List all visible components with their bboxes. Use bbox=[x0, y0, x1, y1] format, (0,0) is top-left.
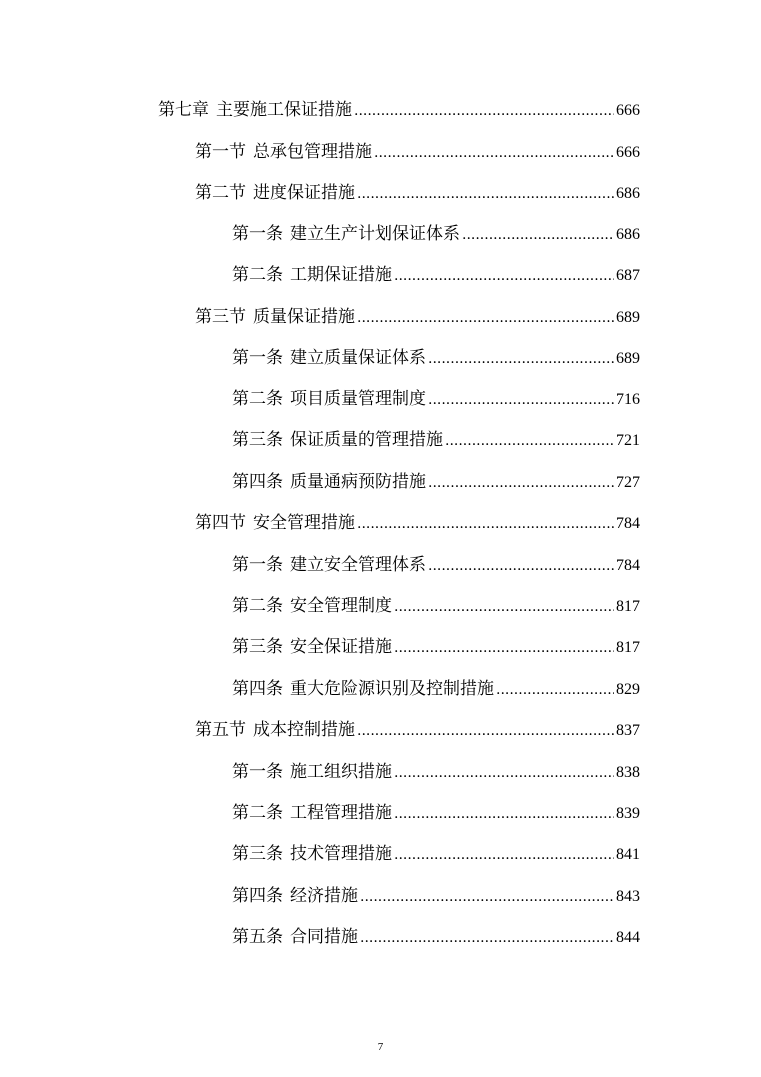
entry-title: 保证质量的管理措施 bbox=[290, 430, 443, 450]
entry-page-number: 689 bbox=[616, 309, 640, 326]
entry-title: 技术管理措施 bbox=[290, 844, 392, 864]
entry-number: 第五节 bbox=[195, 720, 246, 740]
dot-leader bbox=[357, 719, 614, 743]
dot-leader bbox=[357, 306, 614, 330]
entry-title: 经济措施 bbox=[290, 886, 358, 906]
dot-leader bbox=[394, 636, 614, 660]
entry-number: 第二节 bbox=[195, 183, 246, 203]
entry-title: 工程管理措施 bbox=[290, 803, 392, 823]
entry-title: 安全管理措施 bbox=[253, 513, 355, 533]
entry-number: 第四条 bbox=[232, 472, 283, 492]
entry-page-number: 784 bbox=[616, 515, 640, 532]
dot-leader bbox=[394, 595, 614, 619]
entry-page-number: 687 bbox=[616, 267, 640, 284]
toc-entry-article[interactable] bbox=[232, 635, 640, 659]
entry-page-number: 837 bbox=[616, 722, 640, 739]
entry-number: 第三条 bbox=[232, 637, 283, 657]
entry-page-number: 839 bbox=[616, 805, 640, 822]
entry-page-number: 841 bbox=[616, 846, 640, 863]
dot-leader bbox=[428, 471, 614, 495]
entry-number: 第四节 bbox=[195, 513, 246, 533]
entry-number: 第二条 bbox=[232, 389, 283, 409]
toc-entry-article[interactable] bbox=[232, 428, 640, 452]
entry-title: 总承包管理措施 bbox=[253, 142, 372, 162]
page-number: 7 bbox=[377, 1041, 384, 1053]
entry-title: 施工组织措施 bbox=[290, 762, 392, 782]
entry-page-number: 689 bbox=[616, 350, 640, 367]
entry-page-number: 829 bbox=[616, 681, 640, 698]
entry-title: 重大危险源识别及控制措施 bbox=[290, 679, 494, 699]
entry-page-number: 686 bbox=[616, 185, 640, 202]
entry-page-number: 817 bbox=[616, 598, 640, 615]
entry-page-number: 817 bbox=[616, 639, 640, 656]
dot-leader bbox=[445, 429, 614, 453]
entry-number: 第二条 bbox=[232, 265, 283, 285]
entry-number: 第一条 bbox=[232, 348, 283, 368]
toc-entry-section-4[interactable] bbox=[195, 511, 640, 535]
toc-entry-article[interactable] bbox=[232, 925, 640, 949]
dot-leader bbox=[394, 802, 614, 826]
entry-number: 第三条 bbox=[232, 430, 283, 450]
entry-page-number: 843 bbox=[616, 888, 640, 905]
entry-title: 合同措施 bbox=[290, 927, 358, 947]
entry-title: 安全保证措施 bbox=[290, 637, 392, 657]
entry-number: 第四条 bbox=[232, 679, 283, 699]
entry-number: 第一节 bbox=[195, 142, 246, 162]
entry-title: 安全管理制度 bbox=[290, 596, 392, 616]
entry-number: 第四条 bbox=[232, 886, 283, 906]
entry-number: 第一条 bbox=[232, 224, 283, 244]
entry-title: 质量保证措施 bbox=[253, 307, 355, 327]
entry-title: 进度保证措施 bbox=[253, 183, 355, 203]
entry-title: 建立生产计划保证体系 bbox=[290, 224, 460, 244]
toc-entry-article[interactable] bbox=[232, 263, 640, 287]
toc-entry-section-2[interactable] bbox=[195, 181, 640, 205]
entry-number: 第三节 bbox=[195, 307, 246, 327]
toc-entry-article[interactable] bbox=[232, 470, 640, 494]
dot-leader bbox=[394, 761, 614, 785]
entry-number: 第二条 bbox=[232, 803, 283, 823]
dot-leader bbox=[496, 678, 614, 702]
toc-entry-section-1[interactable] bbox=[195, 140, 640, 164]
entry-number: 第一条 bbox=[232, 555, 283, 575]
entry-number: 第五条 bbox=[232, 927, 283, 947]
dot-leader bbox=[394, 264, 614, 288]
dot-leader bbox=[354, 99, 614, 123]
toc-entry-section-5[interactable] bbox=[195, 718, 640, 742]
toc-entry-article[interactable] bbox=[232, 222, 640, 246]
entry-page-number: 784 bbox=[616, 557, 640, 574]
entry-title: 工期保证措施 bbox=[290, 265, 392, 285]
dot-leader bbox=[357, 512, 614, 536]
entry-number: 第一条 bbox=[232, 762, 283, 782]
entry-number: 第三条 bbox=[232, 844, 283, 864]
dot-leader bbox=[394, 843, 614, 867]
toc-entry-section-3[interactable] bbox=[195, 305, 640, 329]
entry-page-number: 666 bbox=[616, 144, 640, 161]
entry-page-number: 686 bbox=[616, 226, 640, 243]
entry-title: 项目质量管理制度 bbox=[290, 389, 426, 409]
dot-leader bbox=[462, 223, 614, 247]
entry-title: 质量通病预防措施 bbox=[290, 472, 426, 492]
toc-entry-article[interactable] bbox=[232, 553, 640, 577]
entry-page-number: 727 bbox=[616, 474, 640, 491]
toc-entry-article[interactable] bbox=[232, 801, 640, 825]
entry-page-number: 716 bbox=[616, 391, 640, 408]
entry-title: 建立安全管理体系 bbox=[290, 555, 426, 575]
toc-entry-article[interactable] bbox=[232, 677, 640, 701]
toc-entry-article[interactable] bbox=[232, 346, 640, 370]
dot-leader bbox=[360, 926, 614, 950]
entry-title: 建立质量保证体系 bbox=[290, 348, 426, 368]
toc-entry-article[interactable] bbox=[232, 842, 640, 866]
entry-page-number: 666 bbox=[616, 102, 640, 119]
dot-leader bbox=[357, 182, 614, 206]
dot-leader bbox=[428, 554, 614, 578]
dot-leader bbox=[374, 141, 614, 165]
entry-page-number: 721 bbox=[616, 432, 640, 449]
toc-entry-article[interactable] bbox=[232, 760, 640, 784]
entry-title: 成本控制措施 bbox=[253, 720, 355, 740]
dot-leader bbox=[360, 885, 614, 909]
entry-number: 第七章 bbox=[158, 100, 209, 120]
entry-page-number: 844 bbox=[616, 929, 640, 946]
dot-leader bbox=[428, 347, 614, 371]
toc-entry-article[interactable] bbox=[232, 387, 640, 411]
entry-page-number: 838 bbox=[616, 764, 640, 781]
toc-entry-article[interactable] bbox=[232, 884, 640, 908]
entry-title: 主要施工保证措施 bbox=[216, 100, 352, 120]
toc-entry-article[interactable] bbox=[232, 594, 640, 618]
entry-number: 第二条 bbox=[232, 596, 283, 616]
dot-leader bbox=[428, 388, 614, 412]
toc-entry-chapter-7[interactable] bbox=[158, 98, 640, 122]
